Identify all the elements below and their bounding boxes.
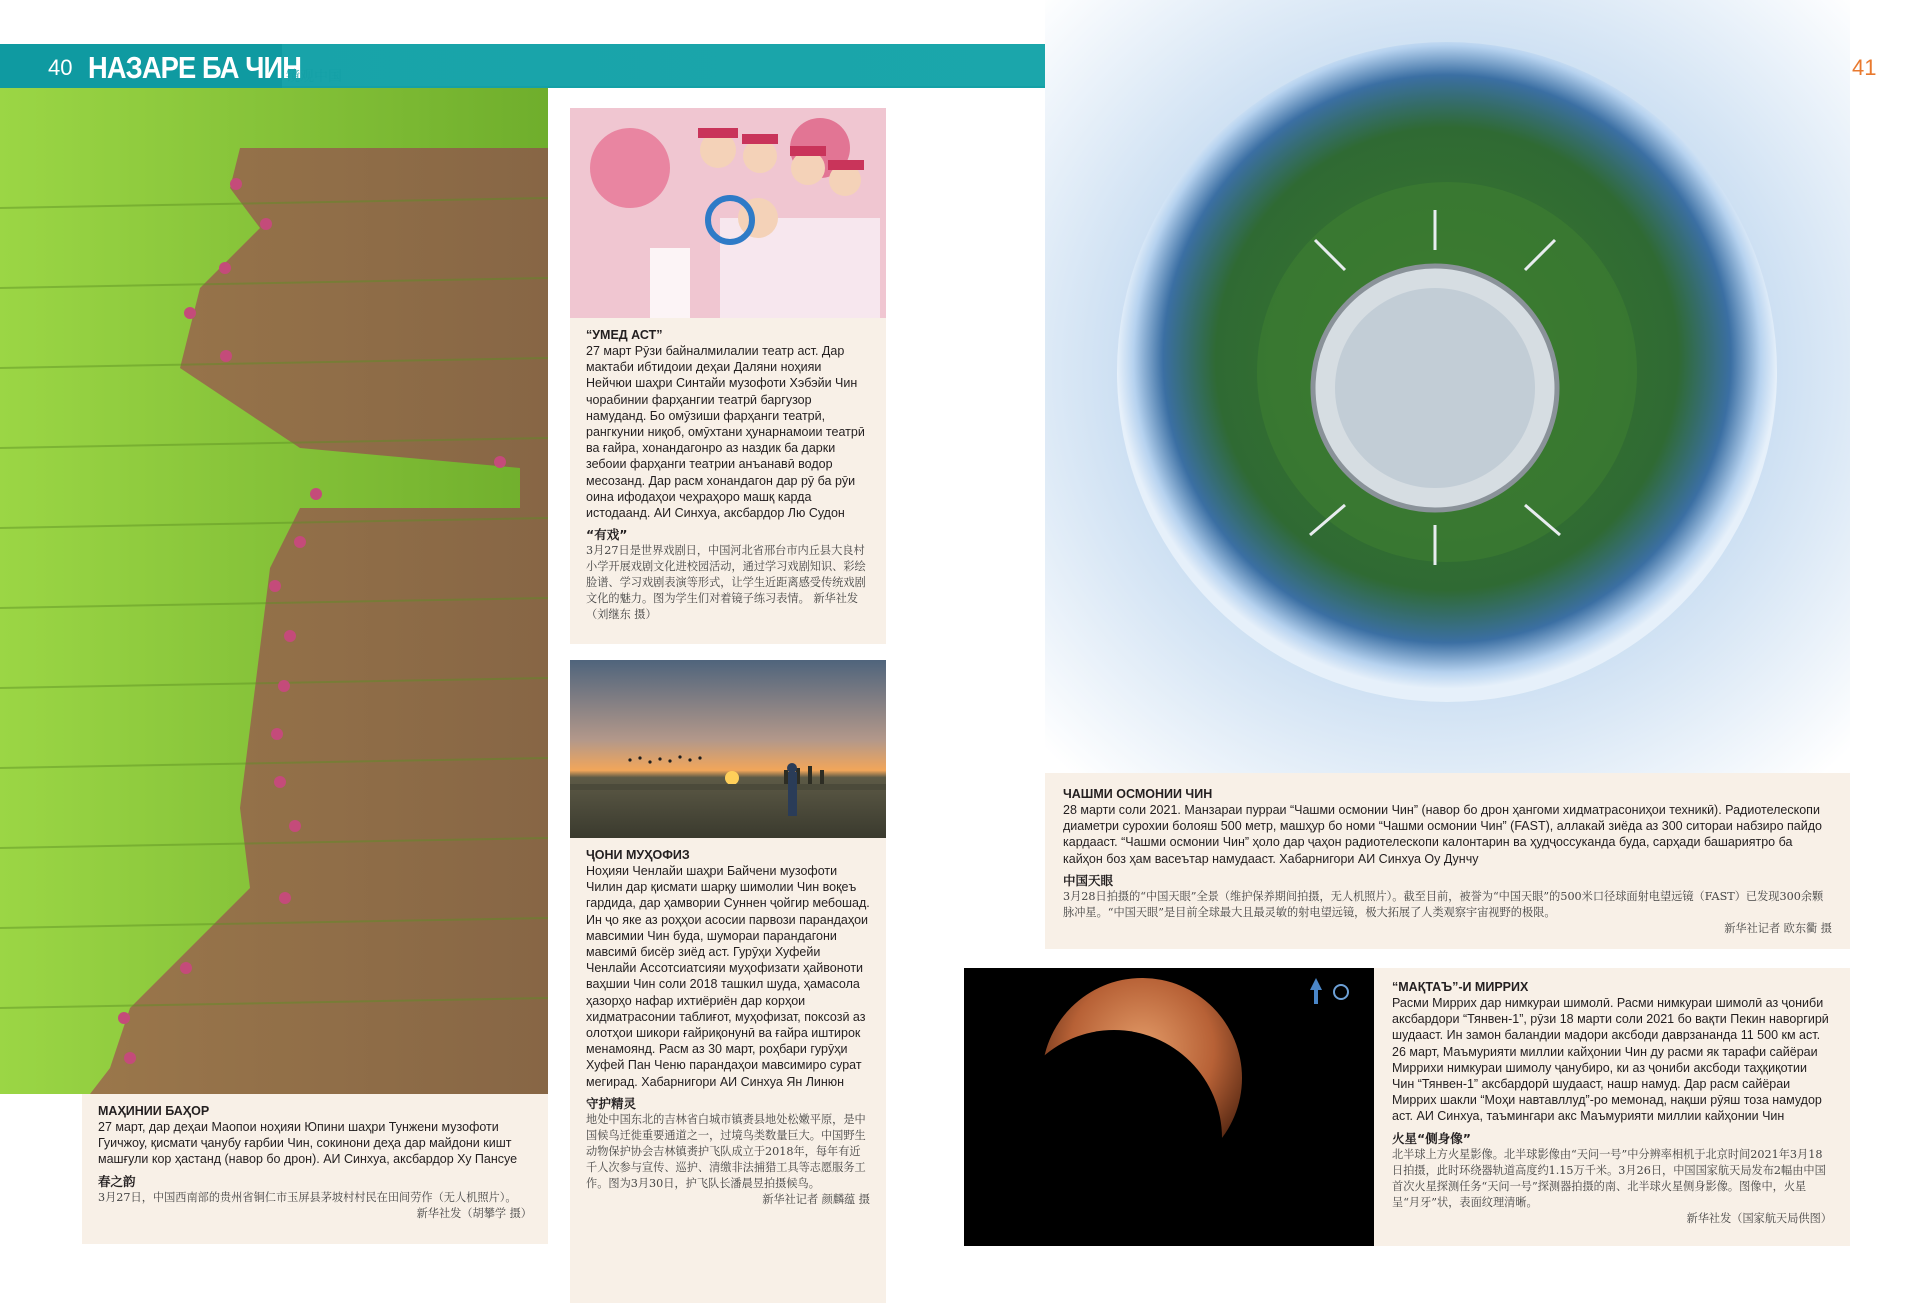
section-title: НАЗАРЕ БА ЧИН xyxy=(88,50,302,85)
field-illustration xyxy=(0,88,548,1094)
caption-text-cn-body: 3月27日是世界戏剧日，中国河北省邢台市内丘县大良村小学开展戏剧文化进校园活动，通过学习戏剧知识、彩绘脸谱、学习戏剧表演等形式，让学生近距离感受传统戏剧文化的魅力。图为学生们对着镜子练习表情。 xyxy=(586,544,866,606)
caption-title: “МАҚТАЪ”-И МИРРИХ xyxy=(1392,980,1529,994)
fast-illustration xyxy=(1045,0,1850,773)
caption-title-cn: “有戏” xyxy=(586,527,628,543)
caption-title: ҶОНИ МУҲОФИЗ xyxy=(586,848,690,862)
sunset-photo xyxy=(570,660,886,838)
caption-title: ЧАШМИ ОСМОНИИ ЧИН xyxy=(1063,787,1213,801)
caption-title: “УМЕД АСТ” xyxy=(586,328,663,342)
caption-title-cn: 春之韵 xyxy=(98,1173,136,1189)
caption-opera xyxy=(570,318,886,644)
caption-text: 28 марти соли 2021. Манзараи пурраи “Чашми осмонии Чин” (навор бо дрон ҳангоми хидматрасониҳои техникӣ). Радиотелескопи диаметри сурохии болояш 500 метр, машҳур бо номи “Чашми осмонии Чин” (FAST), аллакай зиёда аз 300 ситораи набзиро пайдо кардааст. “Чашми осмонии Чин” ҳоло дар ҷаҳон радиотелескопи калонтарин ва ҳудҷоссуканда буда, сарҳади башариятро ба кайҳон боз ҳам васеътар намудааст. Хабарнигори АИ Синхуа Оу Дунчу xyxy=(1063,803,1822,866)
caption-credit-cn: 新华社发（国家航天局供图） xyxy=(1686,1211,1832,1225)
caption-credit-cn: 新华社发（胡攀学 摄） xyxy=(416,1206,532,1220)
caption-title: МАҲИНИИ БАҲОР xyxy=(98,1104,210,1118)
caption-text-cn: 北半球上方火星影像。北半球影像由“天问一号”中分辨率相机于北京时间2021年3月18日拍摄，此时环绕器轨道高度约1.15万千米。3月26日，中国国家航天局发布2幅由中国首次火星探测任务“天问一号”探测器拍摄的南、北半球火星侧身影像。图像中，火星呈“月牙”状，表面纹理清晰。 xyxy=(1392,1147,1826,1209)
caption-text-cn xyxy=(586,543,870,623)
caption-text-cn: 3月28日拍摄的“中国天眼”全景（维护保养期间拍摄，无人机照片）。截至目前，被誉为“中国天眼”的500米口径球面射电望远镜（FAST）已发现300余颗脉冲星。“中国天眼”是目前全球最大且最灵敏的射电望远镜，极大拓展了人类观察宇宙视野的极限。 xyxy=(1063,889,1824,919)
mars-photo xyxy=(964,968,1374,1246)
caption-text-cn: 3月27日，中国西南部的贵州省铜仁市玉屏县茅坡村村民在田间劳作（无人机照片）。 xyxy=(98,1190,517,1204)
caption-fast xyxy=(1045,773,1850,949)
caption-text: Ноҳияи Ченлайи шаҳри Байчени музофоти Чилин дар қисмати шарқу шимолии Чин воқеъ гардида, дар ҳамвории Суннен ҷойгир мебошад. Ин ҷо яке аз роҳҳои асосии парвози парандаҳои мавсимии Чин буда, шумораи парандагони мавсимӣ бисёр зиёд аст. Гурӯҳи Хуфейи Ченлайи Ассотсиатсияи муҳофизати ҳайвоноти ваҳшии Чин соли 2018 ташкил шуда, ҳамасола ҳазорҳо нафар ихтиёриён дар корҳои хидматрасонии таблиғот, муҳофизат, поксозӣ аз олотҳои шикори ғайриқонунӣ ва ғайра иштирок менамоянд. Расм аз 30 март, роҳбари гурӯҳи Хуфей Пан Ченю парандаҳои мавсимиро сурат мегирад. Хабарнигори АИ Синхуа Ян Линюн xyxy=(586,864,870,1089)
caption-guard xyxy=(570,838,886,1303)
caption-credit-cn: 新华社记者 颜麟蕴 摄 xyxy=(762,1192,870,1206)
caption-title-cn: 中国天眼 xyxy=(1063,872,1114,888)
caption-credit-cn: 新华社发（刘继东 摄） xyxy=(586,592,859,622)
opera-photo xyxy=(570,108,886,318)
caption-text: Расми Миррих дар нимкураи шимолӣ. Расми нимкураи шимолӣ аз ҷониби аксбардори “Тянвен-1”, рӯзи 18 марти соли 2021 бо вақти Пекин наворгирӣ шудааст. Ин замон баландии мадори аксбоди даврзананда 11 500 км аст. 26 март, Маъмурияти миллии кайҳонии Чин ду расми як тарафи сайёраи Миррихи нимкураи шимолу ҷанубиро, ки аз ҷониби аксбоди таҳқиқотии Чин “Тянвен-1” аксбардорӣ шудааст, нашр намуд. Дар расм сайёраи Миррих шакли “Моҳи навтавллуд”-ро мемонад, нақши рӯяш тоза намудор аст. АИ Синхуа, таъмингари акс Маъмурияти миллии кайҳонии Чин xyxy=(1392,996,1829,1124)
caption-text: 27 март, дар деҳаи Маопои ноҳияи Юпини шаҳри Тунжени музофоти Гуичжоу, қисмати ҷанубу ғарбии Чин, сокинони деҳа дар майдони кишт машғули кор ҳастанд (навор бо дрон). АИ Синхуа, аксбардор Ху Пансуе xyxy=(98,1120,518,1167)
caption-credit-cn: 新华社记者 欧东衢 摄 xyxy=(1724,921,1832,935)
fast-telescope-photo xyxy=(1045,0,1850,773)
page-number-left: 40 xyxy=(48,55,73,80)
page-number-right: 41 xyxy=(1852,55,1877,80)
caption-title-cn: 守护精灵 xyxy=(586,1095,637,1111)
opera-illustration xyxy=(570,108,886,318)
field-photo xyxy=(0,88,548,1094)
caption-spring xyxy=(82,1094,548,1244)
caption-title-cn: 火星“侧身像” xyxy=(1392,1130,1471,1146)
caption-mars xyxy=(1374,968,1850,1246)
sunset-illustration xyxy=(570,660,886,838)
caption-text: 27 март Рӯзи байналмилалии театр аст. Дар мактаби ибтидоии деҳаи Даляни ноҳияи Нейчюи шаҳри Синтайи музофоти Хэбэйи Чин чорабинии фарҳангии театрӣ баргузор намуданд. Бо омӯзиши фарҳанги театрӣ, рангкунии ниқоб, омӯхтани ҳунарнамоии театрӣ ва ғайра, хонандагонро аз наздик ба дарки зебоии фарҳанги театрии анъанавӣ водор месозанд. Дар расм хонандагон дар рӯ ба рӯи оина ифодаҳои чеҳраҳоро машқ карда истодаанд. АИ Синхуа, аксбардор Лю Судон xyxy=(586,344,865,521)
section-title-cn: 镜观中国 xyxy=(286,69,342,85)
caption-text-cn: 地处中国东北的吉林省白城市镇赉县地处松嫩平原，是中国候鸟迁徙重要通道之一，过境鸟类数量巨大。中国野生动物保护协会吉林镇赉护飞队成立于2018年，每年有近千人次参与宣传、巡护、清缴非法捕猎工具等志愿服务工作。图为3月30日，护飞队长潘晨昱拍摄候鸟。 xyxy=(586,1112,866,1190)
mars-illustration xyxy=(964,968,1374,1246)
